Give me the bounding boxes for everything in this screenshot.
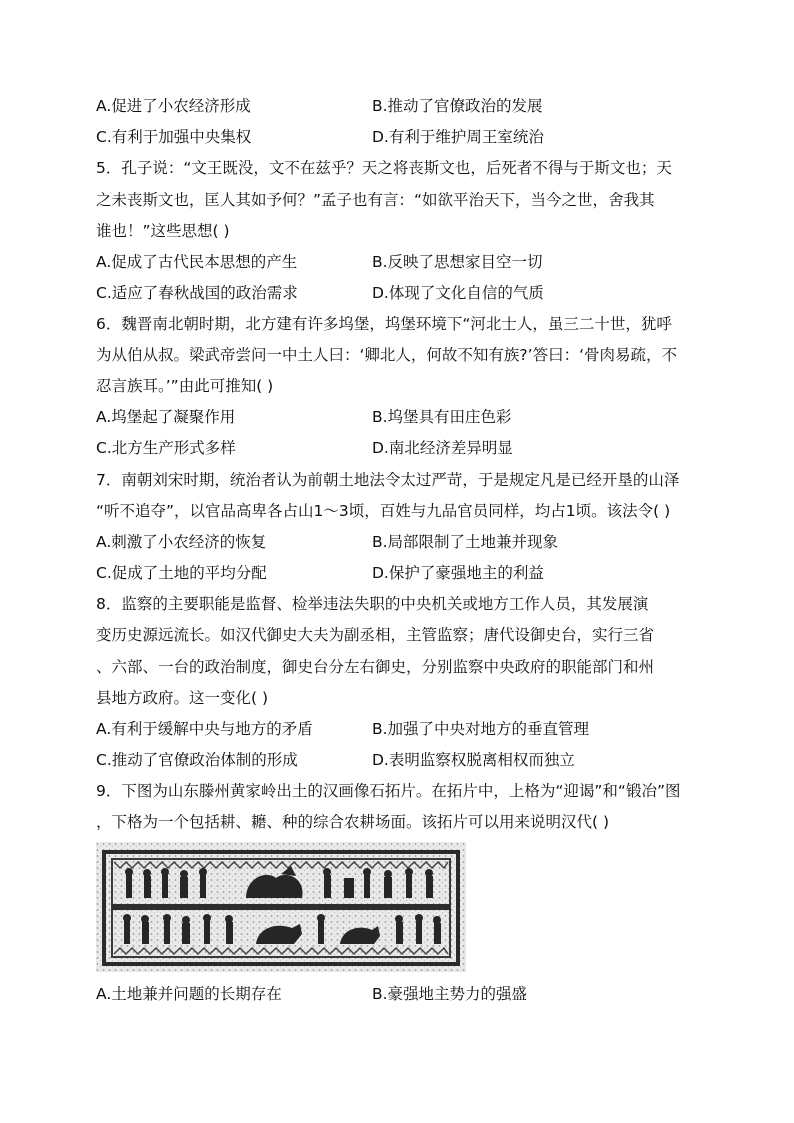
q5-option-d: D.体现了文化自信的气质 (372, 284, 544, 302)
q5-stem-line-1: 5．孔子说：“文王既没，文不在兹乎？天之将丧斯文也，后死者不得与于斯文也；天 (96, 159, 672, 177)
q6-stem-line-3: 忍言族耳。’”由此可推知( ) (96, 377, 274, 395)
q6-option-b: B.坞堡具有田庄色彩 (372, 408, 512, 426)
q5-option-a: A.促成了古代民本思想的产生 (96, 253, 298, 271)
q9-stem-line-2: ，下格为一个包括耕、耱、种的综合农耕场面。该拓片可以用来说明汉代( ) (96, 813, 610, 831)
q5-stem-line-2: 之未丧斯文也，匡人其如予何？”孟子也有言：“如欲平治天下，当今之世，舍我其 (96, 191, 655, 209)
q8-stem-line-2: 变历史源远流长。如汉代御史大夫为副丞相，主管监察；唐代设御史台，实行三省 (96, 626, 655, 644)
q8-stem-line-3: 、六部、一台的政治制度，御史台分左右御史，分别监察中央政府的职能部门和州 (96, 658, 655, 676)
q7-stem-line-2: “听不追夺”，以官品高卑各占山1～3顷，百姓与九品官员同样，均占1顷。该法令( ) (96, 502, 671, 520)
q9-option-a: A.土地兼并问题的长期存在 (96, 985, 282, 1003)
q5-stem-line-3: 谁也！”这些思想( ) (96, 222, 230, 240)
option-b: B.推动了官僚政治的发展 (372, 97, 543, 115)
option-d: D.有利于维护周王室统治 (372, 128, 544, 146)
q5-option-b: B.反映了思想家目空一切 (372, 253, 543, 271)
q9-stem-line-1: 9．下图为山东滕州黄家岭出土的汉画像石拓片。在拓片中，上格为“迎谒”和“锻冶”图 (96, 782, 681, 800)
q5-option-c: C.适应了春秋战国的政治需求 (96, 284, 298, 302)
q8-stem-line-1: 8．监察的主要职能是监督、检举违法失职的中央机关或地方工作人员，其发展演 (96, 595, 649, 613)
q8-stem-line-4: 县地方政府。这一变化( ) (96, 689, 269, 707)
q6-option-d: D.南北经济差异明显 (372, 439, 513, 457)
q8-option-d: D.表明监察权脱离相权而独立 (372, 751, 575, 769)
option-a: A.促进了小农经济形成 (96, 97, 251, 115)
q6-stem-line-1: 6．魏晋南北朝时期，北方建有许多坞堡，坞堡环境下“河北士人，虽三二十世，犹呼 (96, 315, 672, 333)
q6-stem-line-2: 为从伯从叔。梁武帝尝问一中土人曰：‘卿北人，何故不知有族?’答曰：‘骨肉易疏，不 (96, 346, 678, 364)
q7-option-c: C.促成了土地的平均分配 (96, 564, 267, 582)
q7-option-a: A.刺激了小农经济的恢复 (96, 533, 267, 551)
q9-option-b: B.豪强地主势力的强盛 (372, 985, 528, 1003)
option-c: C.有利于加强中央集权 (96, 128, 252, 146)
q7-option-d: D.保护了豪强地主的利益 (372, 564, 544, 582)
q8-option-c: C.推动了官僚政治体制的形成 (96, 751, 298, 769)
q6-option-c: C.北方生产形式多样 (96, 439, 236, 457)
q8-option-a: A.有利于缓解中央与地方的矛盾 (96, 720, 313, 738)
han-stone-rubbing-image (96, 842, 466, 972)
q7-option-b: B.局部限制了土地兼并现象 (372, 533, 559, 551)
q6-option-a: A.坞堡起了凝聚作用 (96, 408, 236, 426)
q7-stem-line-1: 7．南朝刘宋时期，统治者认为前朝土地法令太过严苛，于是规定凡是已经开垦的山泽 (96, 471, 680, 489)
q8-option-b: B.加强了中央对地方的垂直管理 (372, 720, 590, 738)
